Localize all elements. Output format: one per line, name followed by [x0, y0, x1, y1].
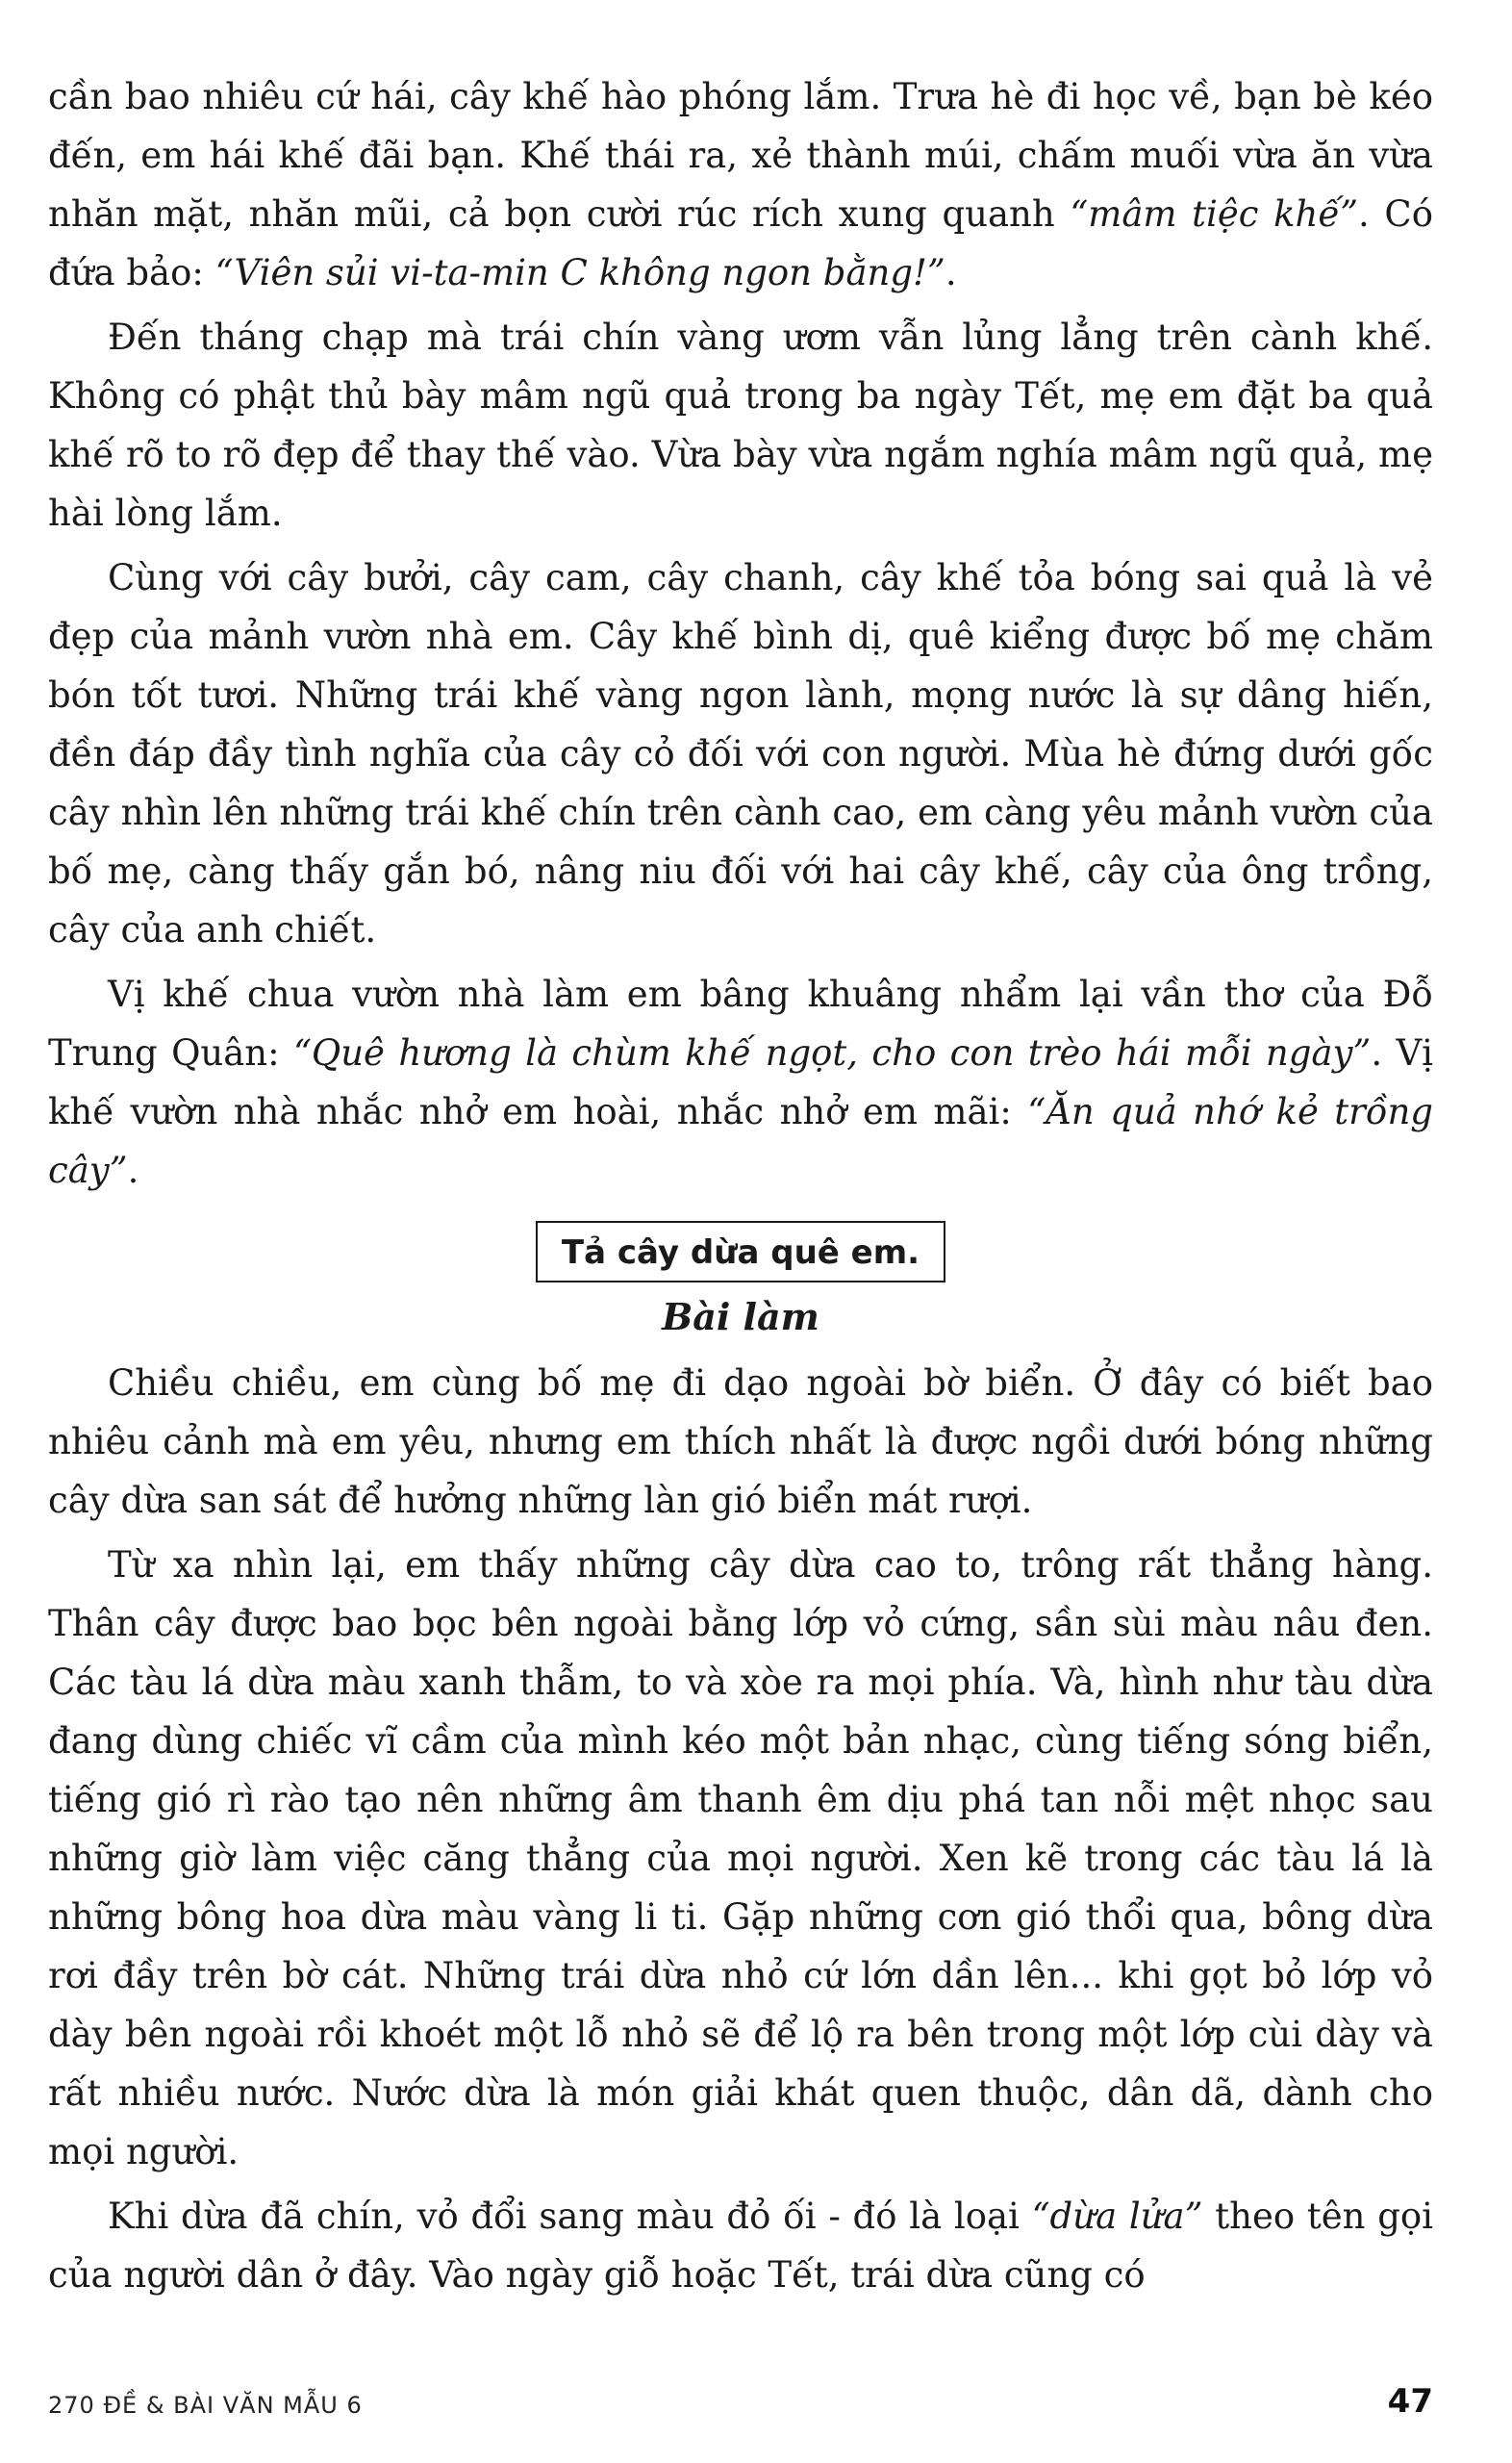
paragraph-cay-buoi: Cùng với cây bưởi, cây cam, cây chanh, cây khế tỏa bóng sai quả là vẻ đẹp của mảnh vườn nhà em. Cây khế bình dị, quê kiểng được bố mẹ chăm bón tốt tươi. Những trái khế vàng ngon lành, mọng nước là sự dâng hiến, đền đáp đầy tình nghĩa của cây cỏ đối với con người. Mùa hè đứng dưới gốc cây nhìn lên những trái khế chín trên cành cao, em càng yêu mảnh vườn của bố mẹ, càng thấy gắn bó, nâng niu đối với hai cây khế, cây của ông trồng, cây của anh chiết.: [48, 557, 1433, 951]
quote-dua-lua: “dừa lửa”: [1031, 2196, 1203, 2237]
quote-poem: “Quê hương là chùm khế ngọt, cho con trèo hái mỗi ngày”: [292, 1032, 1372, 1074]
text-run: . Vị khế vườn nhà nhắc nhở em hoài, nhắc nhở em mãi:: [48, 1032, 1433, 1132]
text-run: . Có đứa bảo:: [48, 193, 1433, 293]
text-run: .: [127, 1150, 139, 1191]
quote-proverb: “Ăn quả nhớ kẻ trồng cây”: [48, 1091, 1433, 1191]
paragraph-thang-chap: Đến tháng chạp mà trái chín vàng ươm vẫn lủng lẳng trên cành khế. Không có phật thủ bày mâm ngũ quả trong ba ngày Tết, mẹ em đặt ba quả khế rõ to rõ đẹp để thay thế vào. Vừa bày vừa ngắm nghía mâm ngũ quả, mẹ hài lòng lắm.: [48, 317, 1433, 534]
text-run: .: [945, 252, 957, 293]
text-run: theo tên gọi của người dân ở đây. Vào ngày giỗ hoặc Tết, trái dừa cũng có: [48, 2196, 1433, 2296]
text-run: Vị khế chua vườn nhà làm em bâng khuâng nhẩm lại vần thơ của Đỗ Trung Quân:: [48, 974, 1433, 1074]
text-run: cần bao nhiêu cứ hái, cây khế hào phóng lắm. Trưa hè đi học về, bạn bè kéo đến, em hái khế đãi bạn. Khế thái ra, xẻ thành múi, chấm muối vừa ăn vừa nhăn mặt, nhăn mũi, cả bọn cười rúc rích xung quanh: [48, 76, 1433, 235]
paragraph-tu-xa: Từ xa nhìn lại, em thấy những cây dừa cao to, trông rất thẳng hàng. Thân cây được bao bọc bên ngoài bằng lớp vỏ cứng, sần sùi màu nâu đen. Các tàu lá dừa màu xanh thẫm, to và xòe ra mọi phía. Và, hình như tàu dừa đang dùng chiếc vĩ cầm của mình kéo một bản nhạc, cùng tiếng sóng biển, tiếng gió rì rào tạo nên những âm thanh êm dịu phá tan nỗi mệt nhọc sau những giờ làm việc căng thẳng của mọi người. Xen kẽ trong các tàu lá là những bông hoa dừa màu vàng li ti. Gặp những cơn gió thổi qua, bông dừa rơi đầy trên bờ cát. Những trái dừa nhỏ cứ lớn dần lên... khi gọt bỏ lớp vỏ dày bên ngoài rồi khoét một lỗ nhỏ sẽ để lộ ra bên trong một lớp cùi dày và rất nhiều nước. Nước dừa là món giải khát quen thuộc, dân dã, dành cho mọi người.: [48, 1544, 1433, 2172]
quote-mam-tiec-khe: “mâm tiệc khế”: [1070, 193, 1359, 235]
paragraph-chieu-chieu: Chiều chiều, em cùng bố mẹ đi dạo ngoài bờ biển. Ở đây có biết bao nhiêu cảnh mà em yêu, nhưng em thích nhất là được ngồi dưới bóng những cây dừa san sát để hưởng những làn gió biển mát rượi.: [48, 1362, 1433, 1521]
paragraph-dua-lua: [48, 2187, 1433, 2304]
paragraph-vi-khe: [48, 965, 1433, 1200]
page-body: [48, 67, 1433, 2304]
text-run: Khi dừa đã chín, vỏ đổi sang màu đỏ ối - đó là loại: [108, 2196, 1032, 2237]
quote-vien-sui: “Viên sủi vi-ta-min C không ngon bằng!”: [214, 252, 945, 293]
page-number: 47: [1387, 2382, 1433, 2421]
paragraph-continued: [48, 67, 1433, 302]
section-heading: Bài làm: [662, 1295, 819, 1338]
footer-book-title: 270 ĐỀ & BÀI VĂN MẪU 6: [48, 2392, 363, 2419]
task-title-box: Tả cây dừa quê em.: [536, 1221, 945, 1282]
